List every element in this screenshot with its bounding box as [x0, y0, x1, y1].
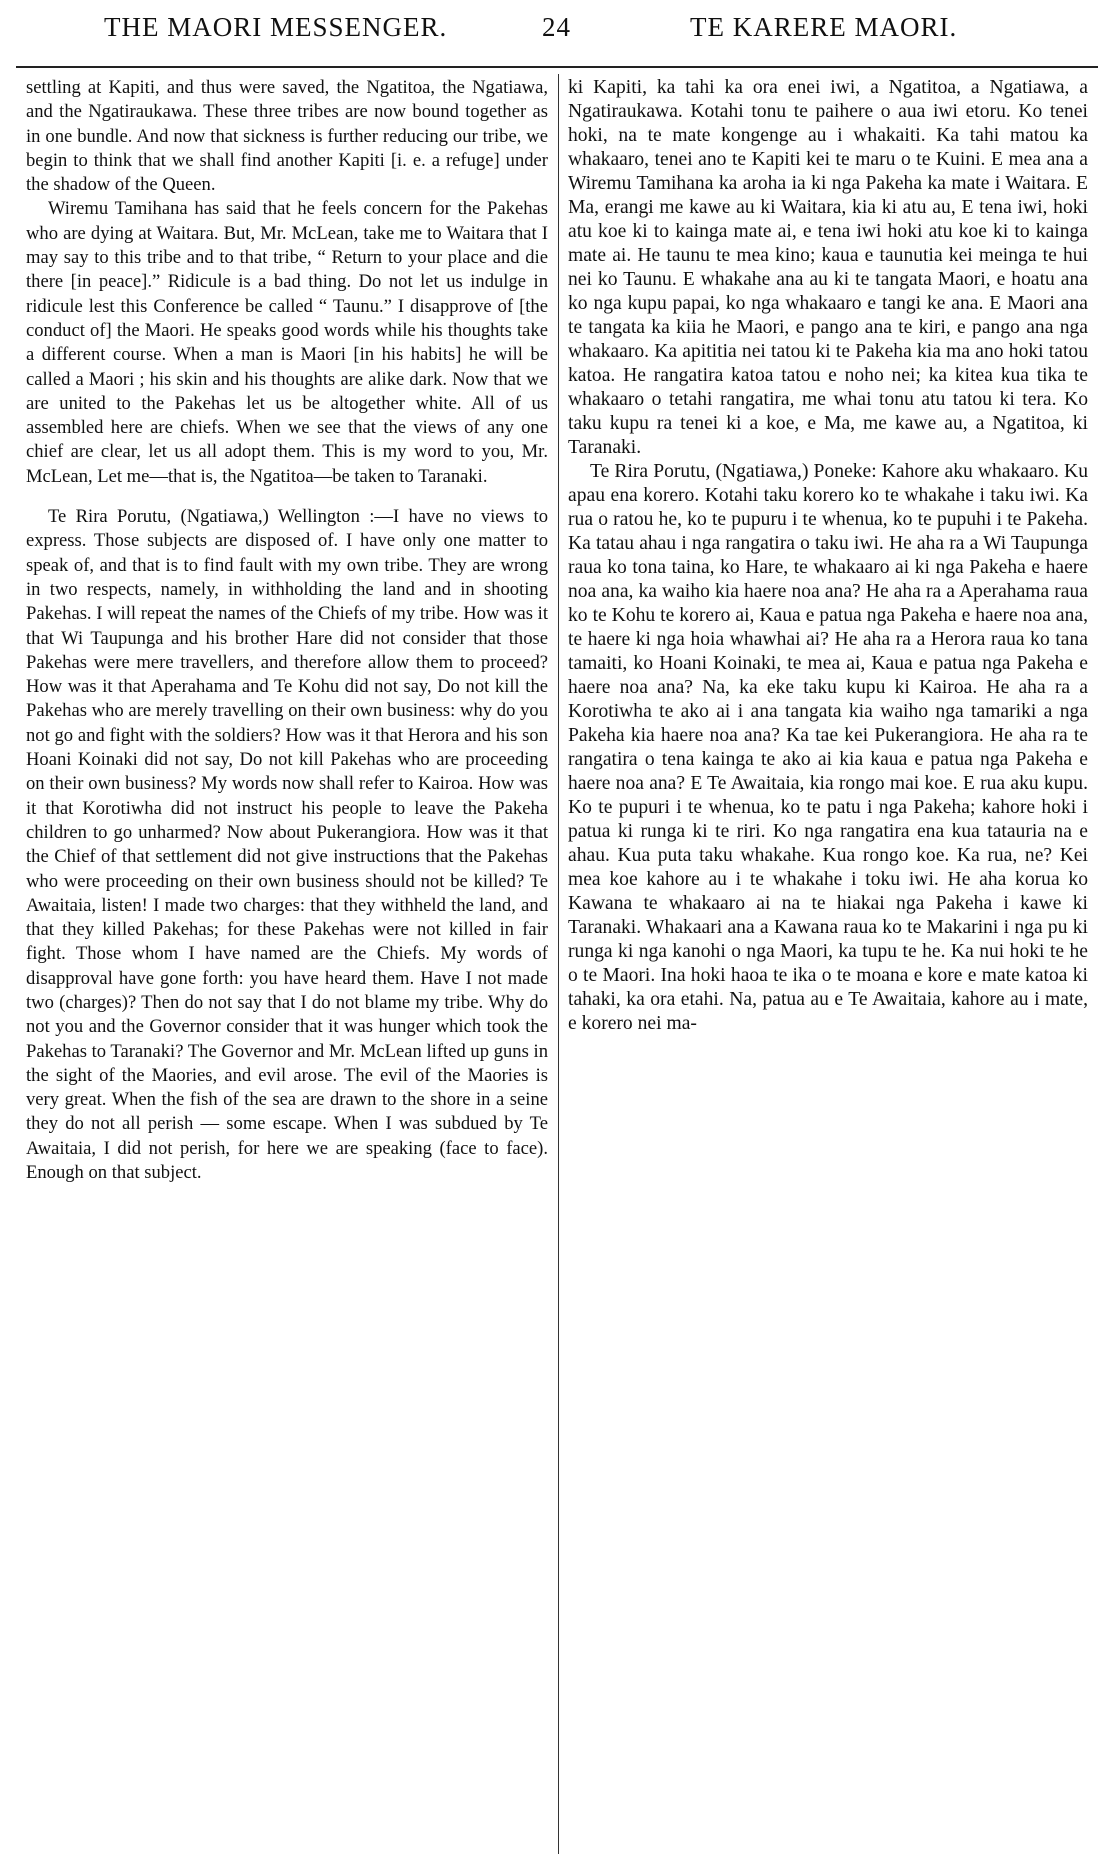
- maori-paragraph-2: Te Rira Porutu, (Ngatiawa,) Poneke: Kahore aku whakaaro. Ku apau ena korero. Kotahi taku korero ko te whakahe i taku iwi. Ka rua o ratou he, ko te pupuru i te whenua, ko te pupuhi i te Pakeha. Ka tatau ahau i nga rangatira o taku iwi. He aha ra a Wi Taupunga raua ko tona taina, ko Hare, te whakaaro ai ki nga Pakeha e haere noa ana, ka waiho kia haere noa ana? He aha ra a Aperahama raua ko te Kohu te korero ai, Kaua e patua nga Pakeha e haere noa ana, te haere ki nga hoia whawhai ai? He aha ra a Herora raua ko tana tamaiti, ko Hoani Koinaki, te mea ai, Kaua e patua nga Pakeha e haere noa ana? Na, ka eke taku kupu ki Kairoa. He aha ra a Korotiwha te ako ai i ana tangata kia waiho nga tamariki a nga Pakeha kia haere noa ana? Ka tae kei Pukerangiora. He aha ra te rangatira o tena kainga te ako ai kia kaua e patua nga Pakeha e haere noa ana? E Te Awaitaia, kia rongo mai koe. E rua aku kupu. Ko te pupuri i te whenua, ko te patu i nga Pakeha; kahore hoki i patua ki runga ki te riri. Ko nga rangatira ena kua tatauria na e ahau. Kua puta taku whakahe. Kua rongo koe. Ka rua, ne? Kei mea koe kahore au i te whakahe i toku iwi. He aha korua ko Kawana te whakaaro ai na te hiakai nga Pakeha i kawe ki Taranaki. Whakaari ana a Kawana raua ko te Makarini i nga pu ki runga ki nga kanohi o nga Maori, ka tupu te he. Ka nui hoki te he o te Maori. Ina hoki haoa te ika o te moana e kore e mate katoa ki tahaki, ka ora etahi. Na, patua au e Te Awaitaia, kahore au i mate, e korero nei ma-: [568, 461, 1088, 1034]
- english-paragraph-1: settling at Kapiti, and thus were saved, the Ngatitoa, the Ngatiawa, and the Ngatiraukawa. These three tribes are now bound together as in one bundle. And now that sickness is further reducing our tribe, we begin to think that we shall find another Kapiti [i. e. a refuge] under the shadow of the Queen.: [26, 77, 548, 196]
- maori-column: [568, 76, 1088, 1036]
- header-rule: [16, 66, 1098, 68]
- maori-masthead: TE KARERE MAORI.: [690, 12, 958, 42]
- page-header: [0, 0, 1114, 64]
- page-number: 24: [542, 12, 571, 42]
- english-masthead: THE MAORI MESSENGER.: [104, 12, 448, 42]
- english-paragraph-3: Te Rira Porutu, (Ngatiawa,) Wellington :—I have no views to express. Those subjects are disposed of. I have only one matter to speak of, and that is to find fault with my own tribe. They are wrong in two respects, namely, in withholding the land and in shooting Pakehas. I will repeat the names of the Chiefs of my tribe. How was it that Wi Taupunga and his brother Hare did not consider that those Pakehas were mere travellers, and therefore allow them to proceed? How was it that Aperahama and Te Kohu did not say, Do not kill the Pakehas who are merely travelling on their own business: why do you not go and fight with the soldiers? How was it that Herora and his son Hoani Koinaki did not say, Do not kill Pakehas who are proceeding on their own business? My words now shall refer to Kairoa. How was it that Korotiwha did not instruct his people to leave the Pakeha children to go unharmed? Now about Pukerangiora. How was it that the Chief of that settlement did not give instructions that the Pakehas who were proceeding on their own business should not be killed? Te Awaitaia, listen! I made two charges: that they withheld the land, and that they killed Pakehas; for these Pakehas were not killed in fair fight. Those whom I have named are the Chiefs. My words of disapproval have gone forth: you have heard them. Have I not made two (charges)? Then do not say that I do not blame my tribe. Why do not you and the Governor consider that it was hunger which took the Pakehas to Taranaki? The Governor and Mr. McLean lifted up guns in the sight of the Maories, and evil arose. The evil of the Maories is very great. When the fish of the sea are drawn to the shore in a seine they do not all perish — some escape. When I was subdued by Te Awaitaia, I did not perish, for here we are speaking (face to face). Enough on that subject.: [26, 506, 548, 1184]
- english-paragraph-2: Wiremu Tamihana has said that he feels concern for the Pakehas who are dying at Waitara. But, Mr. McLean, take me to Waitara that I may say to this tribe and to that tribe, “ Return to your place and die there [in peace].” Ridicule is a bad thing. Do not let us indulge in ridicule lest this Conference be called “ Taunu.” I disapprove of [the conduct of] the Maori. He speaks good words while his thoughts take a different course. When a man is Maori [in his habits] he will be called a Maori ; his skin and his thoughts are alike dark. Now that we are united to the Pakehas let us be altogether white. All of us assembled here are chiefs. When we see that the views of any one chief are clear, let us all adopt them. This is my word to you, Mr. McLean, Let me—that is, the Ngatitoa—be taken to Taranaki.: [26, 198, 548, 487]
- maori-paragraph-1: ki Kapiti, ka tahi ka ora enei iwi, a Ngatitoa, a Ngatiawa, a Ngatiraukawa. Kotahi tonu te paihere o aua iwi etoru. Ko tenei hoki, na te mate kongenge au i whakaiti. Ka tahi matou ka whakaaro, tenei ano te Kapiti kei te maru o te Kuini. E mea ana a Wiremu Tamihana ka aroha ia ki nga Pakeha ka mate i Waitara. E Ma, erangi me kawe au ki Waitara, kia ki atu au, E tena iwi, hoki atu koe ki to kainga mate ai, e tena iwi hoki atu koe ki to kainga mate ai. He taunu te mea kino; kaua e taunutia kei meinga te hui nei ko Taunu. E whakahe ana au ki te tangata Maori, e hoatu ana ko nga kupu papai, ko nga whakaaro e tangi ke ana. E Maori ana te tangata ka kiia he Maori, e pango ana te kiri, e pango ana nga whakaaro. Ka apititia nei tatou ki te Pakeha kia ma ano hoki tatou katoa. He rangatira katoa tatou e noho nei; ka kitea kua tika te whakaaro o tetahi rangatira, me whai tonu atu tatou ki tera. Ko taku kupu ra tenei ki a koe, e Ma, me kawe au, a Ngatitoa, ki Taranaki.: [568, 77, 1088, 458]
- column-divider: [558, 74, 559, 1854]
- english-column: [26, 76, 548, 1185]
